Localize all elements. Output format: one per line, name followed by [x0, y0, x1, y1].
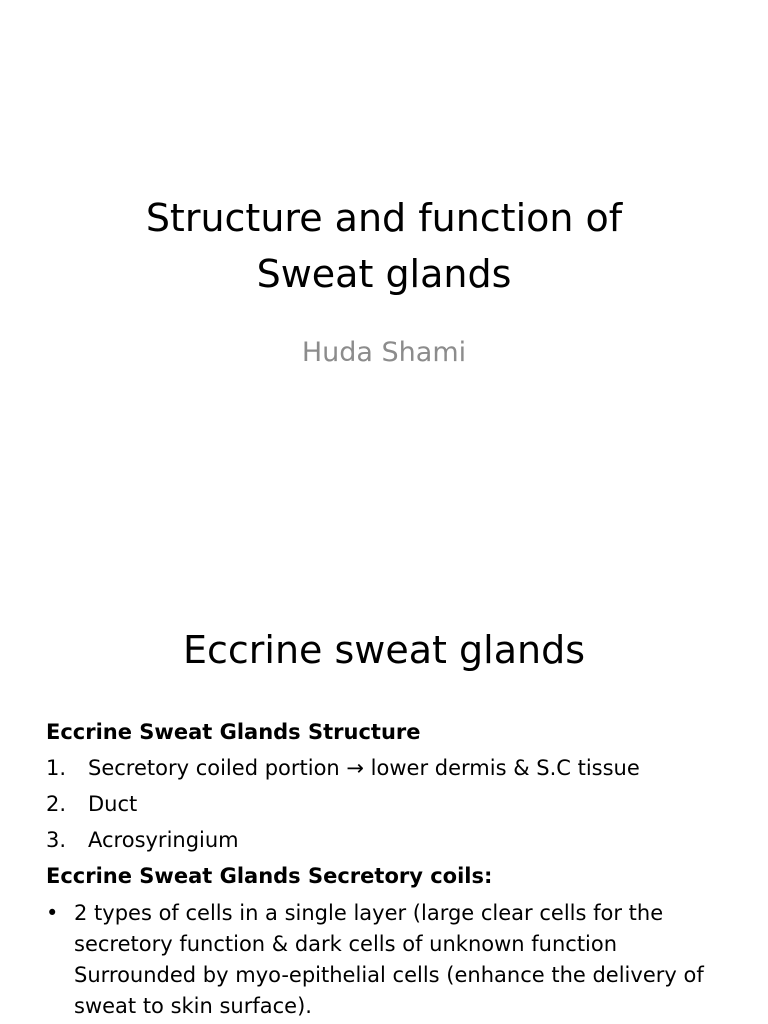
bullet-icon: • — [46, 901, 59, 925]
list-item — [46, 750, 726, 786]
structure-heading: Eccrine Sweat Glands Structure — [46, 720, 421, 744]
list-number: 3. — [46, 828, 67, 852]
section-title: Eccrine sweat glands — [182, 628, 585, 672]
list-item — [46, 822, 726, 858]
slide-title — [0, 190, 768, 302]
slide-subtitle: Huda Shami — [301, 337, 467, 368]
slide-content — [46, 714, 726, 1022]
list-text: Secretory coiled portion → lower dermis & S.C tissue — [88, 756, 640, 780]
list-text: Duct — [88, 792, 138, 816]
list-item — [46, 786, 726, 822]
bullet-list — [46, 898, 726, 1022]
structure-list — [46, 750, 726, 858]
slide-title-line-1: Structure and function of — [145, 196, 623, 240]
slide-title-line-2: Sweat glands — [256, 252, 512, 296]
list-item — [46, 898, 726, 1022]
list-text: 2 types of cells in a single layer (large clear cells for the secretory function & dark cells of unknown function Surrounded by myo-epithelial cells (enhance the delivery of sweat to skin surface). — [74, 901, 704, 1018]
list-text: Acrosyringium — [88, 828, 239, 852]
list-number: 1. — [46, 756, 67, 780]
list-number: 2. — [46, 792, 67, 816]
secretory-coils-heading: Eccrine Sweat Glands Secretory coils: — [46, 864, 493, 888]
